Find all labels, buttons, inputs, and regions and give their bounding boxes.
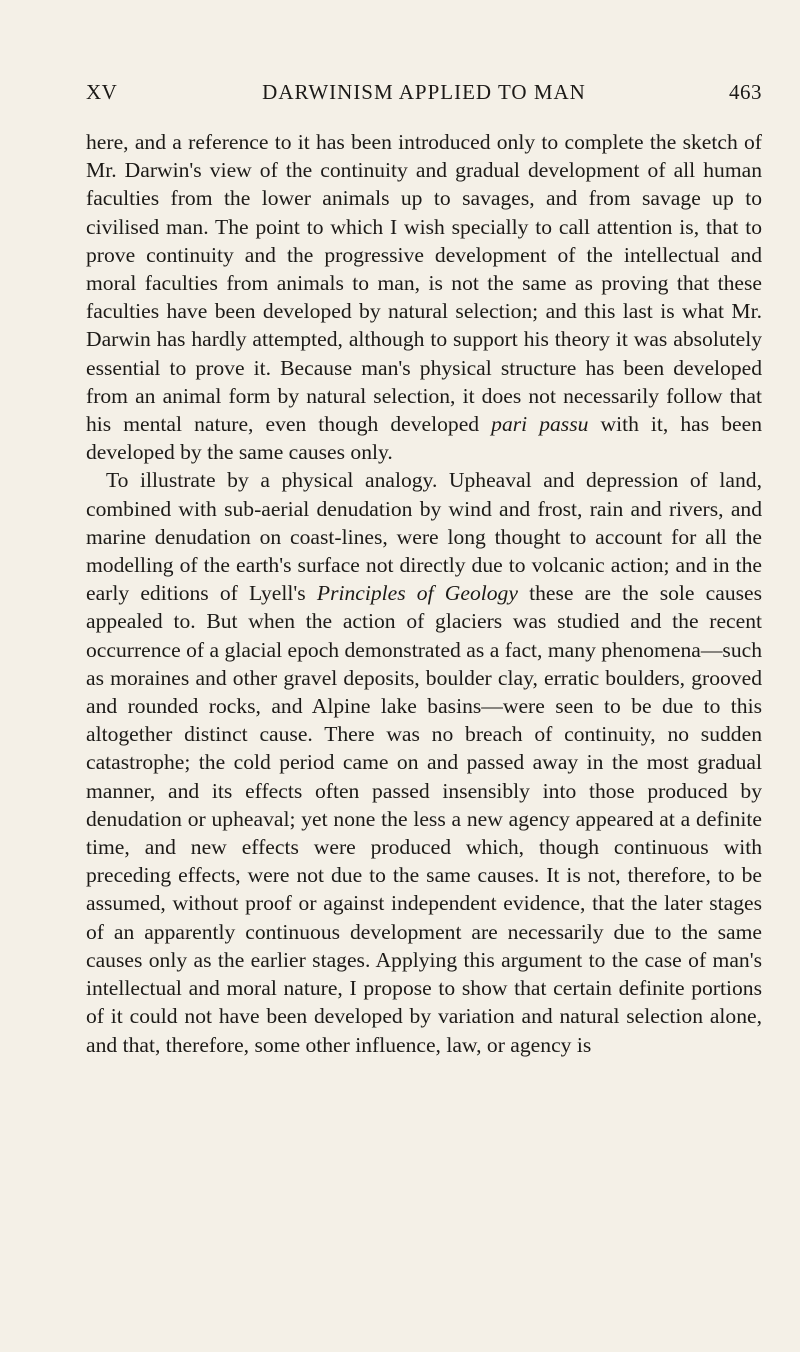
paragraph-1 bbox=[86, 128, 762, 466]
paragraph-2-italic: Principles of Geology bbox=[316, 581, 518, 606]
paragraph-1-text-a: here, and a reference to it has been introduced only to complete the sketch of Mr. Darwin's view of the continuity and gradual development of all human faculties from the lower animals up to savages, and from savage up to civilised man. The point to which I wish specially to call attention is, that to prove continuity and the progressive development of the intellectual and moral faculties from animals to man, is not the same as proving that these faculties have been developed by natural selection; and this last is what Mr. Darwin has hardly attempted, although to support his theory it was absolutely essential to prove it. Because man's physical structure has been developed from an animal form by natural selection, it does not necessarily follow that his mental nature, even though developed bbox=[86, 130, 762, 437]
paragraph-2 bbox=[86, 466, 762, 1058]
body-text bbox=[86, 128, 762, 1059]
running-title: DARWINISM APPLIED TO MAN bbox=[262, 80, 586, 104]
paragraph-1-italic: pari passu bbox=[491, 412, 589, 437]
paragraph-2-text-a: To illustrate by a physical analogy. Upheaval and depression of land, combined with sub-aerial denudation by wind and frost, rain and rivers, and marine denudation on coast-lines, were long thought to account for all the modelling of the earth's surface not directly due to volcanic action; and in the early editions of Lyell's bbox=[86, 468, 762, 606]
paragraph-2-text-b: these are the sole causes appealed to. But when the action of glaciers was studied and the recent occurrence of a glacial epoch demonstrated as a fact, many phenomena—such as moraines and other gravel deposits, boulder clay, erratic boulders, grooved and rounded rocks, and Alpine lake basins—were seen to be due to this altogether distinct cause. There was no breach of continuity, no sudden catastrophe; the cold period came on and passed away in the most gradual manner, and its effects often passed insensibly into those produced by denudation or upheaval; yet none the less a new agency appeared at a definite time, and new effects were produced which, though continuous with preceding effects, were not due to the same causes. It is not, therefore, to be assumed, without proof or against independent evidence, that the later stages of an apparently continuous development are necessarily due to the same causes only as the earlier stages. Applying this argument to the case of man's intellectual and moral nature, I propose to show that certain definite portions of it could not have been developed by variation and natural selection alone, and that, therefore, some other influence, law, or agency is bbox=[86, 581, 763, 1057]
page-number: 463 bbox=[729, 80, 762, 104]
paragraph-1-text-b: with it, has been developed by the same causes only. bbox=[86, 412, 762, 465]
running-header bbox=[86, 80, 762, 110]
chapter-number: XV bbox=[86, 80, 118, 104]
